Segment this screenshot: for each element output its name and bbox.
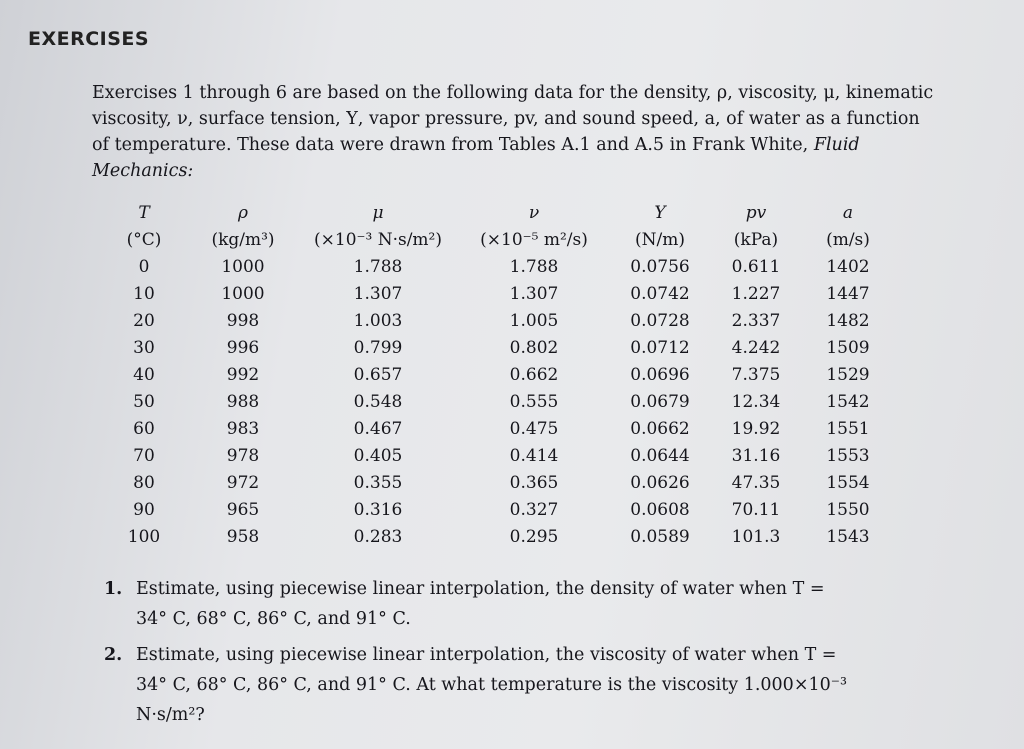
table-cell: 0.0728: [630, 310, 690, 331]
table-cell: 47.35: [731, 472, 781, 493]
units-header: (m/s): [826, 229, 870, 250]
table-cell: 958: [226, 526, 260, 547]
table-cell: 0.0626: [630, 472, 690, 493]
table-row: [100, 361, 894, 388]
intro-text: Exercises 1 through 6 are based on the following data for the density, ρ, viscosity, μ, kinematic viscosity, ν, surface tension, Υ, vapor pressure, pv, and sound speed, a, of water as a function of temperature. These data were drawn from Tables A.1 and A.5 in Frank White,: [92, 83, 934, 155]
exercise-text: Estimate, using piecewise linear interpolation, the viscosity of water when T =: [136, 645, 837, 665]
table-cell: 0.475: [509, 418, 559, 439]
table-cell: 1553: [826, 445, 870, 466]
table-cell: 70.11: [731, 499, 781, 520]
table-cell: 0.0756: [630, 256, 690, 277]
table-row: [100, 415, 894, 442]
units-header: (×10⁻³ N·s/m²): [314, 229, 442, 250]
table-cell: 998: [226, 310, 260, 331]
table-cell: 1550: [826, 499, 870, 520]
table-cell: 100: [127, 526, 161, 547]
table-row: [100, 334, 894, 361]
table-cell: 0.283: [353, 526, 403, 547]
table-row: [100, 469, 894, 496]
table-cell: 1.005: [509, 310, 559, 331]
table-cell: 1.003: [353, 310, 403, 331]
table-cell: 70: [133, 445, 155, 466]
table-row: [100, 442, 894, 469]
table-cell: 0.657: [353, 364, 403, 385]
table-cell: 10: [133, 283, 155, 304]
table-cell: 0.662: [509, 364, 559, 385]
table-cell: 0: [138, 256, 150, 277]
table-cell: 1.788: [353, 256, 403, 277]
symbol-header: ν: [528, 203, 540, 223]
table-cell: 1.227: [731, 283, 781, 304]
table-cell: 1529: [826, 364, 870, 385]
table-cell: 0.414: [509, 445, 559, 466]
table-cell: 1509: [826, 337, 870, 358]
table-cell: 0.802: [509, 337, 559, 358]
table-cell: 992: [226, 364, 260, 385]
table-row: [100, 307, 894, 334]
table-cell: 1542: [826, 391, 870, 412]
table-cell: 0.0662: [630, 418, 690, 439]
symbol-header: a: [842, 203, 854, 223]
exercise-number: 2.: [104, 645, 123, 665]
units-header: (°C): [126, 229, 162, 250]
table-cell: 983: [226, 418, 260, 439]
table-cell: 1.788: [509, 256, 559, 277]
table-cell: 0.0696: [630, 364, 690, 385]
symbol-header: μ: [372, 203, 384, 223]
table-cell: 1482: [826, 310, 870, 331]
table-cell: 0.611: [731, 256, 781, 277]
table-cell: 0.405: [353, 445, 403, 466]
exercise-1: [104, 574, 984, 634]
table-cell: 0.0742: [630, 283, 690, 304]
table-cell: 1543: [826, 526, 870, 547]
table-cell: 996: [226, 337, 260, 358]
symbol-header: ρ: [238, 203, 248, 223]
table-cell: 40: [133, 364, 155, 385]
table-cell: 1447: [826, 283, 870, 304]
table-cell: 0.0679: [630, 391, 690, 412]
table-cell: 31.16: [731, 445, 781, 466]
table-row: [100, 523, 894, 550]
table-cell: 0.327: [509, 499, 559, 520]
table-row: [100, 253, 894, 280]
table-cell: 0.365: [509, 472, 559, 493]
exercise-text: 34° C, 68° C, 86° C, and 91° C.: [136, 609, 411, 629]
table-cell: 0.0644: [630, 445, 690, 466]
table-cell: 80: [133, 472, 155, 493]
table-cell: 988: [226, 391, 260, 412]
table-cell: 1554: [826, 472, 870, 493]
symbol-row: [100, 200, 894, 226]
exercise-text: N·s/m²?: [136, 705, 205, 725]
table-cell: 20: [133, 310, 155, 331]
table-cell: 30: [133, 337, 155, 358]
symbol-header: pv: [745, 203, 767, 223]
table-cell: 19.92: [731, 418, 781, 439]
table-cell: 2.337: [731, 310, 781, 331]
section-heading: EXERCISES: [28, 28, 150, 50]
symbol-header: T: [138, 203, 150, 223]
table-cell: 101.3: [731, 526, 781, 547]
exercise-text: Estimate, using piecewise linear interpolation, the density of water when T =: [136, 579, 825, 599]
table-cell: 0.295: [509, 526, 559, 547]
table-cell: 60: [133, 418, 155, 439]
table-row: [100, 280, 894, 307]
table-cell: 0.0712: [630, 337, 690, 358]
table-cell: 0.0589: [630, 526, 690, 547]
table-cell: 1.307: [509, 283, 559, 304]
table-row: [100, 388, 894, 415]
symbol-header: Υ: [654, 203, 666, 223]
table-cell: 1000: [221, 256, 265, 277]
water-properties-table: [100, 200, 894, 550]
table-cell: 0.316: [353, 499, 403, 520]
table-cell: 978: [226, 445, 260, 466]
table-cell: 1551: [826, 418, 870, 439]
table-cell: 0.467: [353, 418, 403, 439]
table-cell: 50: [133, 391, 155, 412]
table-cell: 1.307: [353, 283, 403, 304]
table-row: [100, 496, 894, 523]
table-cell: 972: [226, 472, 260, 493]
exercise-2: [104, 640, 984, 730]
table-cell: 0.799: [353, 337, 403, 358]
exercise-text: 34° C, 68° C, 86° C, and 91° C. At what temperature is the viscosity 1.000×10⁻³: [136, 675, 847, 695]
table-cell: 0.355: [353, 472, 403, 493]
intro-paragraph: [92, 80, 942, 184]
units-header: (kPa): [733, 229, 779, 250]
table-cell: 1402: [826, 256, 870, 277]
exercise-number: 1.: [104, 579, 123, 599]
units-header: (kg/m³): [211, 229, 275, 250]
units-header: (×10⁻⁵ m²/s): [480, 229, 588, 250]
table-cell: 1000: [221, 283, 265, 304]
book-title: Fluid Mechanics:: [92, 135, 860, 181]
table-cell: 0.0608: [630, 499, 690, 520]
table-cell: 4.242: [731, 337, 781, 358]
units-row: [100, 226, 894, 253]
table-cell: 12.34: [731, 391, 781, 412]
table-cell: 965: [226, 499, 260, 520]
table-cell: 7.375: [731, 364, 781, 385]
table-body: [100, 253, 894, 550]
table-cell: 90: [133, 499, 155, 520]
units-header: (N/m): [635, 229, 685, 250]
table-cell: 0.548: [353, 391, 403, 412]
table-cell: 0.555: [509, 391, 559, 412]
